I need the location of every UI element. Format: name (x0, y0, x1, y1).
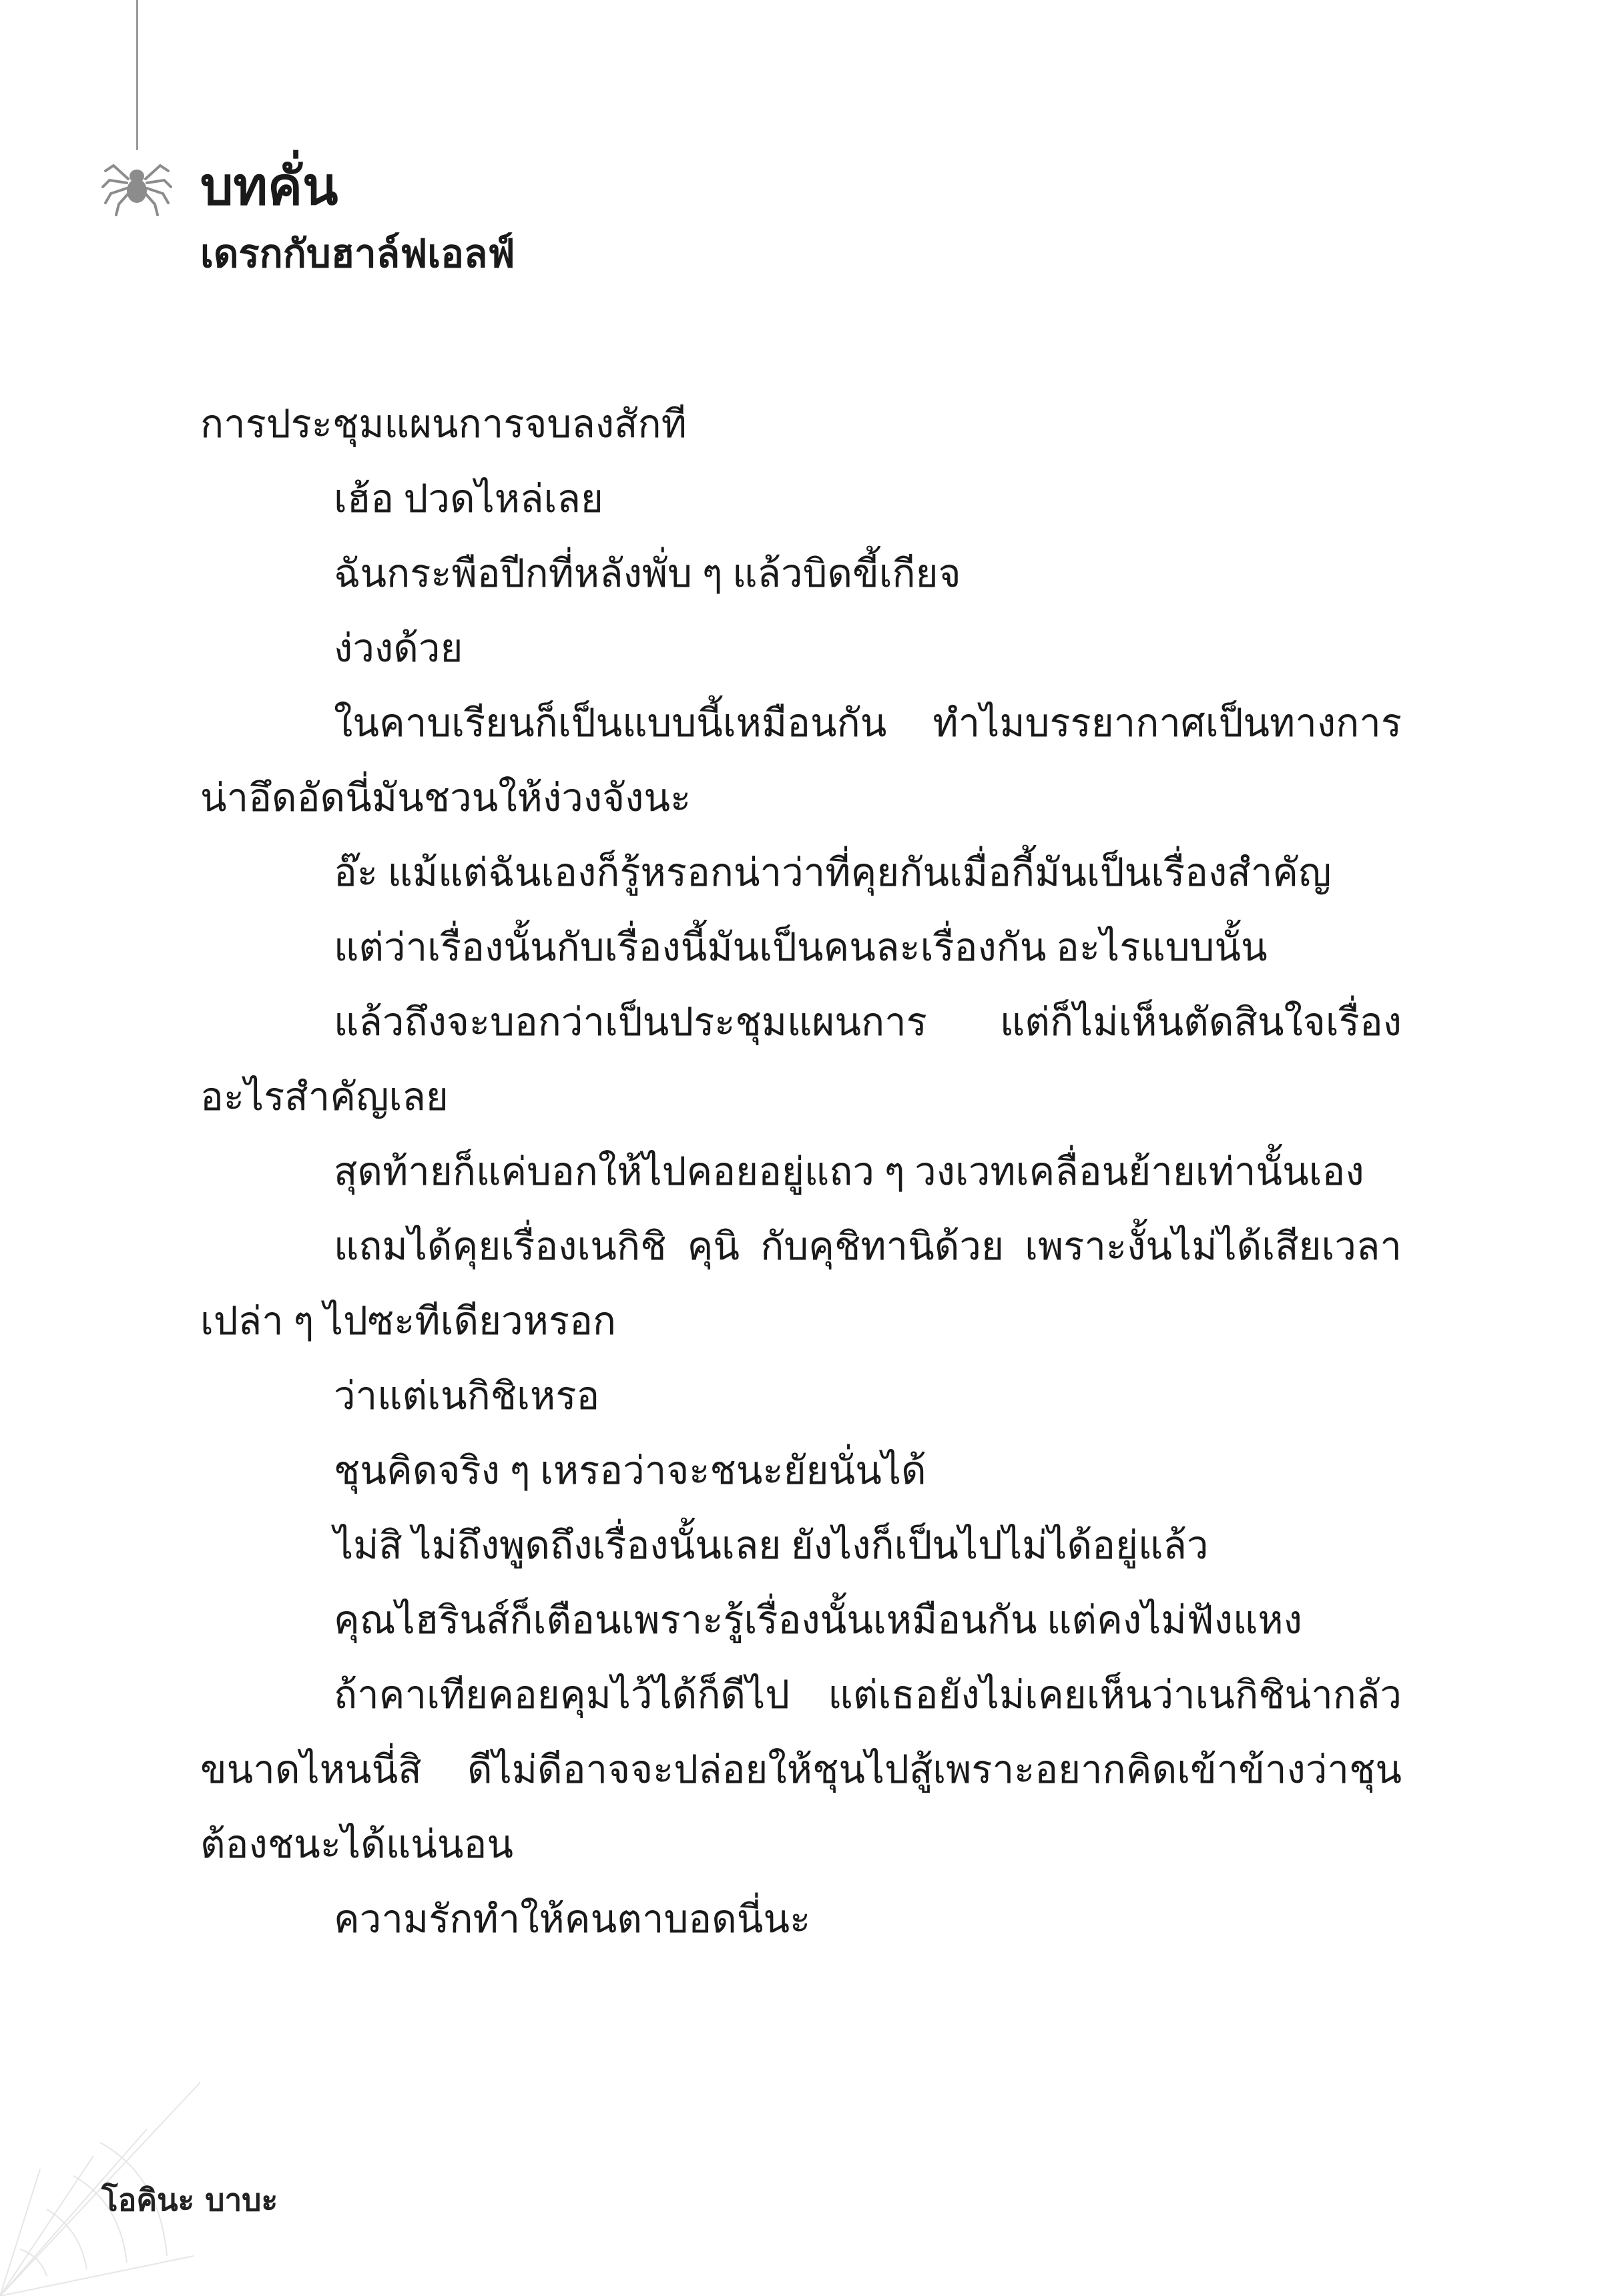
spider-thread (136, 0, 138, 150)
paragraph: แถมได้คุยเรื่องเนกิชิ คุนิ กับคุชิทานิด้วย เพราะงั้นไม่ได้เสียเวลาเปล่า ๆ ไปซะทีเดียวหรอก (200, 1225, 1402, 1343)
paragraph: การประชุมแผนการจบลงสักที (200, 402, 687, 446)
paragraph: ความรักทำให้คนตาบอดนี่นะ (334, 1898, 811, 1941)
body-text (200, 387, 1402, 1957)
paragraph: ในคาบเรียนก็เป็นแบบนี้เหมือนกัน ทำไมบรรยากาศเป็นทางการน่าอึดอัดนี่มันชวนให้ง่วงจังนะ (200, 701, 1402, 820)
paragraph: คุณไฮรินส์ก็เตือนเพราะรู้เรื่องนั้นเหมือนกัน แต่คงไม่ฟังแหง (334, 1599, 1302, 1642)
paragraph: ไม่สิ ไม่ถึงพูดถึงเรื่องนั้นเลย ยังไงก็เป็นไปไม่ได้อยู่แล้ว (334, 1524, 1209, 1567)
chapter-label: บทคั่น (200, 157, 338, 217)
paragraph: ถ้าคาเทียคอยคุมไว้ได้ก็ดีไป แต่เธอยังไม่เคยเห็นว่าเนกิชิน่ากลัวขนาดไหนนี่สิ ดีไม่ดีอาจจะปล่อยให้ชุนไปสู้เพราะอยากคิดเข้าข้างว่าชุนต้องชนะได้แน่นอน (200, 1673, 1402, 1866)
chapter-heading (200, 150, 515, 284)
paragraph: ว่าแต่เนกิชิเหรอ (334, 1374, 600, 1418)
paragraph: ฉันกระพือปีกที่หลังพั่บ ๆ แล้วบิดขี้เกียจ (334, 552, 961, 595)
chapter-title: เดรกกับฮาล์ฟเอลฟ์ (200, 231, 515, 276)
spider-icon (100, 146, 174, 219)
paragraph: เฮ้อ ปวดไหล่เลย (334, 477, 603, 521)
paragraph: แต่ว่าเรื่องนั้นกับเรื่องนี้มันเป็นคนละเรื่องกัน อะไรแบบนั้น (334, 926, 1268, 969)
paragraph: ชุนคิดจริง ๆ เหรอว่าจะชนะยัยนั่นได้ (334, 1449, 926, 1492)
paragraph: สุดท้ายก็แค่บอกให้ไปคอยอยู่แถว ๆ วงเวทเคลื่อนย้ายเท่านั้นเอง (334, 1150, 1364, 1193)
paragraph: ง่วงด้วย (334, 627, 463, 670)
paragraph: แล้วถึงจะบอกว่าเป็นประชุมแผนการ แต่ก็ไม่เห็นตัดสินใจเรื่องอะไรสำคัญเลย (200, 1000, 1402, 1119)
footer-author: โอคินะ บาบะ (101, 2182, 278, 2218)
paragraph: อ๊ะ แม้แต่ฉันเองก็รู้หรอกน่าว่าที่คุยกันเมื่อกี้มันเป็นเรื่องสำคัญ (334, 851, 1332, 894)
